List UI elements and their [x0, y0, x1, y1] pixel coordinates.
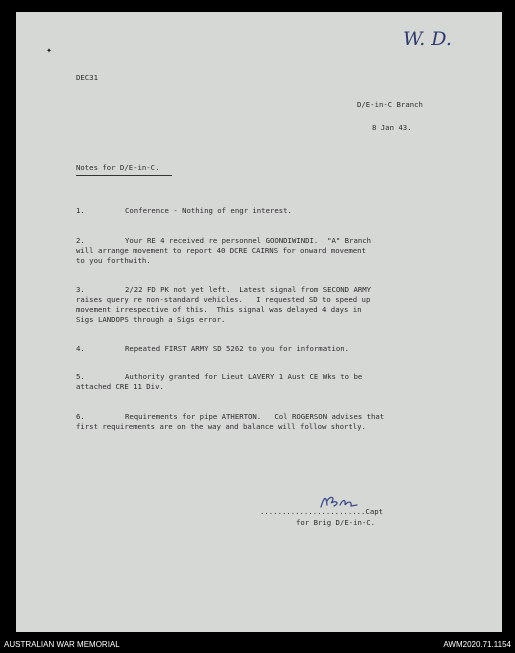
item-line: Requirements for pipe ATHERTON. Col ROGERSON advises that [125, 412, 385, 421]
item-line: raises query re non-standard vehicles. I requested SD to speed up [76, 295, 371, 304]
file-reference: DEC31 [76, 73, 98, 82]
item-line: Conference - Nothing of engr interest. [125, 206, 292, 215]
signature-for: for Brig D/E-in-C. [296, 518, 376, 527]
item-line: 2/22 FD PK not yet left. Latest signal from SECOND ARMY [125, 285, 372, 294]
handwritten-annotation: W. D. [403, 28, 452, 50]
item-number: 2. [76, 236, 85, 245]
item-number: 5. [76, 372, 85, 381]
item-line: Repeated FIRST ARMY SD 5262 to you for information. [125, 344, 350, 353]
item-line: will arrange movement to report 40 DCRE CAIRNS for onward movement [76, 246, 366, 255]
from-branch: D/E-in-C Branch [357, 100, 423, 109]
footer-accession-id: AWM2020.71.1154 [443, 640, 511, 649]
item-line: Your RE 4 received re personnel GOONDIWINDI. "A" Branch [125, 236, 372, 245]
item-line: to you forthwith. [76, 256, 151, 265]
item-line: attached CRE 11 Div. [76, 382, 164, 391]
item-number: 1. [76, 206, 85, 215]
item-line: Authority granted for Lieut LAVERY 1 Aust CE Wks to be [125, 372, 363, 381]
item-number: 4. [76, 344, 85, 353]
item-line: movement irrespective of this. This signal was delayed 4 days in [76, 305, 362, 314]
heading-underline [76, 175, 172, 176]
footer-institution: AUSTRALIAN WAR MEMORIAL [4, 640, 120, 649]
signature-line: ........................Capt [260, 507, 384, 516]
document-date: 8 Jan 43. [372, 123, 412, 132]
item-number: 6. [76, 412, 85, 421]
item-number: 3. [76, 285, 85, 294]
pencil-mark-icon: ✦ [46, 45, 53, 56]
item-line: Sigs LANDOPS through a Sigs error. [76, 315, 226, 324]
heading: Notes for D/E-in-C. [76, 163, 160, 172]
item-line: first requirements are on the way and balance will follow shortly. [76, 422, 366, 431]
